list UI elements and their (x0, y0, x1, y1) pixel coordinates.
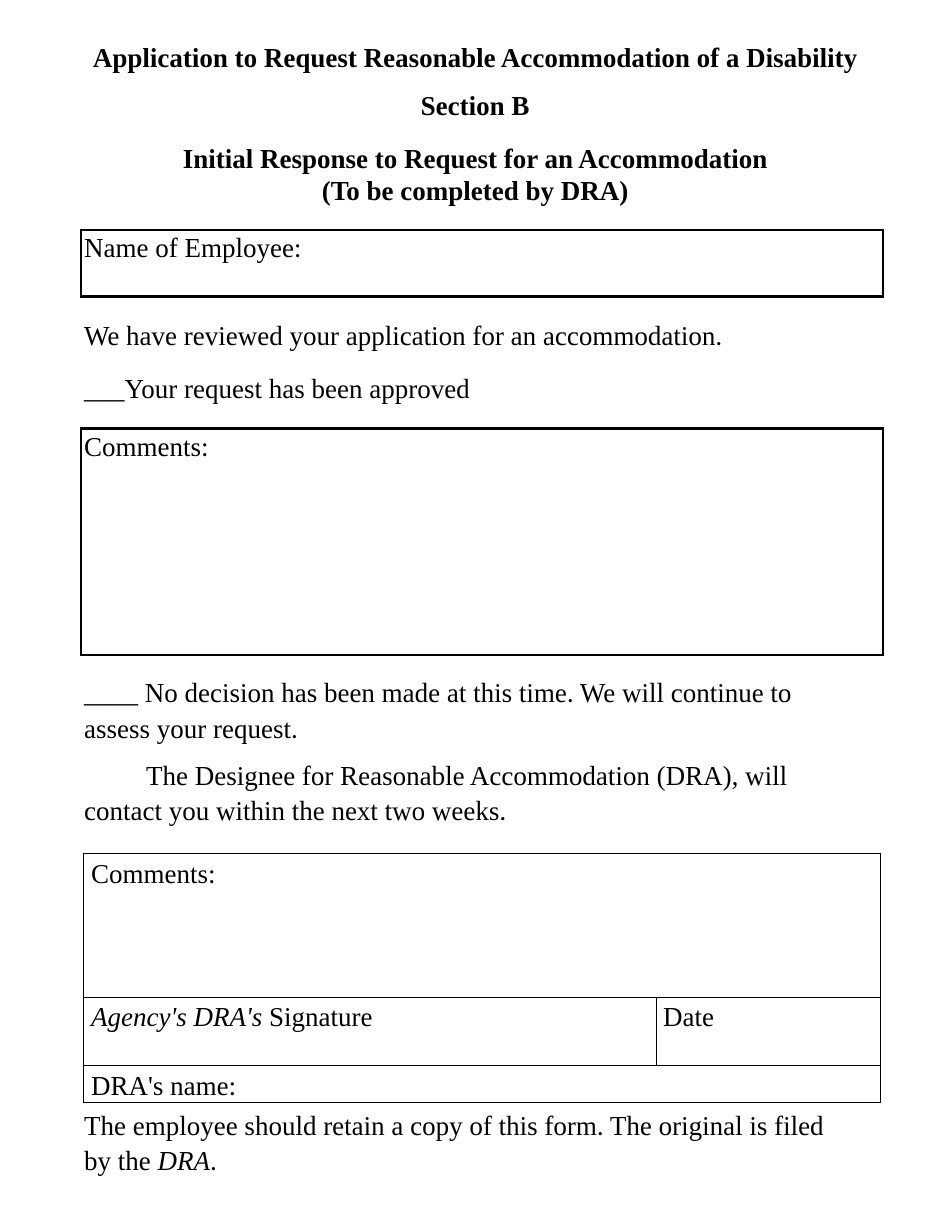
signature-label-italic: Agency's DRA's (91, 1002, 263, 1032)
employee-name-label: Name of Employee: (84, 233, 302, 263)
footer-dra-italic: DRA (157, 1146, 210, 1176)
date-field[interactable]: Date (663, 1002, 714, 1032)
dra-name-field[interactable]: DRA's name: (91, 1071, 237, 1101)
footer-period: . (209, 1146, 217, 1176)
approved-option (84, 372, 470, 407)
form-subtitle-note: (To be completed by DRA) (321, 176, 629, 206)
retain-copy-note: The employee should retain a copy of this form. The original is filed (84, 1111, 824, 1141)
no-decision-label: No decision has been made at this time. We will continue to (138, 678, 792, 708)
designee-statement: The Designee for Reasonable Accommodation (DRA), will (146, 761, 788, 791)
form-subtitle: Initial Response to Request for an Accommodation (182, 144, 768, 174)
designee-statement-cont: contact you within the next two weeks. (84, 796, 507, 826)
dra-comments-label: Comments: (91, 859, 216, 889)
approved-checkbox-blank[interactable]: ___ (84, 374, 125, 404)
no-decision-label-cont: assess your request. (84, 714, 298, 744)
approval-comments-field[interactable] (80, 427, 884, 656)
no-decision-checkbox-blank[interactable]: ____ (84, 678, 138, 708)
section-heading: Section B (420, 91, 530, 121)
table-divider (84, 997, 880, 998)
approved-option-label: Your request has been approved (124, 374, 470, 404)
signature-table (83, 853, 881, 1103)
footer-text: by the (84, 1146, 158, 1176)
retain-copy-note-cont (84, 1144, 217, 1179)
form-title: Application to Request Reasonable Accommodation of a Disability (92, 43, 858, 73)
no-decision-option (84, 676, 791, 711)
approval-comments-label: Comments: (84, 432, 209, 462)
reviewed-statement: We have reviewed your application for an accommodation. (84, 321, 723, 351)
table-column-divider (656, 997, 657, 1065)
dra-signature-field[interactable] (91, 1002, 372, 1032)
employee-name-field[interactable] (80, 229, 884, 298)
signature-label: Signature (262, 1002, 373, 1032)
table-divider (84, 1065, 880, 1066)
